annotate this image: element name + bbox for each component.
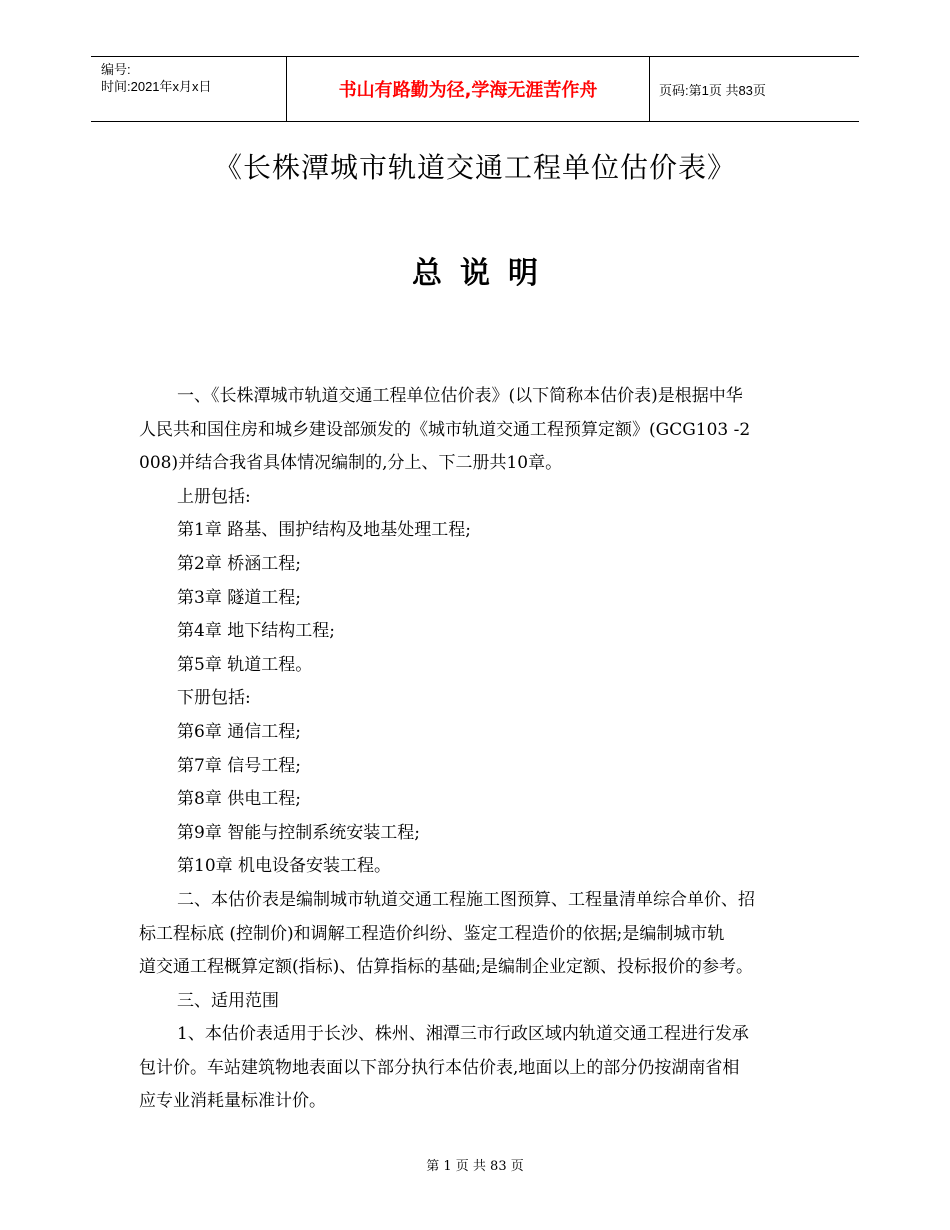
body-line: 1、本估价表适用于长沙、株州、湘潭三市行政区域内轨道交通工程进行发承 — [177, 1024, 749, 1045]
body-line: 道交通工程概算定额(指标)、估算指标的基础;是编制企业定额、投标报价的参考。 — [139, 957, 753, 978]
document-subtitle: 总说明 — [412, 256, 556, 291]
document-number-label: 编号: — [101, 62, 131, 77]
body-line: 包计价。车站建筑物地表面以下部分执行本估价表,地面以上的部分仍按湖南省相 — [139, 1057, 740, 1078]
document-body — [139, 380, 829, 1119]
page-footer: 第 1 页 共 83 页 — [426, 1159, 524, 1174]
body-line: 三、适用范围 — [177, 990, 279, 1011]
document-title: 《长株潭城市轨道交通工程单位估价表》 — [213, 151, 736, 184]
header-motto: 书山有路勤为径,学海无涯苦作舟 — [286, 57, 650, 121]
body-line: 第8章 供电工程; — [177, 789, 301, 810]
header-meta — [91, 57, 286, 121]
body-line: 第1章 路基、围护结构及地基处理工程; — [177, 520, 471, 541]
body-line: 下册包括: — [177, 688, 251, 709]
page-header — [91, 56, 859, 122]
body-line: 一、《长株潭城市轨道交通工程单位估价表》(以下简称本估价表)是根据中华 — [177, 386, 743, 406]
body-line: 第4章 地下结构工程; — [177, 621, 335, 642]
body-line: 第10章 机电设备安装工程。 — [177, 856, 392, 877]
body-line: 第9章 智能与控制系统安装工程; — [177, 822, 420, 843]
document-time-label: 时间:2021年x月x日 — [101, 79, 212, 94]
body-line: 008)并结合我省具体情况编制的,分上、下二册共10章。 — [139, 453, 563, 474]
body-line: 二、本估价表是编制城市轨道交通工程施工图预算、工程量清单综合单价、招 — [177, 889, 755, 910]
header-page-info: 页码:第1页 共83页 — [659, 82, 766, 98]
body-line: 第7章 信号工程; — [177, 755, 301, 776]
body-line: 第3章 隧道工程; — [177, 587, 301, 608]
body-line: 人民共和国住房和城乡建设部颁发的《城市轨道交通工程预算定额》(GCG103 -2 — [139, 419, 751, 440]
body-line: 第2章 桥涵工程; — [177, 553, 301, 574]
body-line: 上册包括: — [177, 486, 251, 507]
body-line: 第6章 通信工程; — [177, 721, 301, 742]
body-line: 第5章 轨道工程。 — [177, 654, 313, 675]
body-line: 标工程标底 (控制价)和调解工程造价纠纷、鉴定工程造价的依据;是编制城市轨 — [139, 923, 725, 944]
body-line: 应专业消耗量标准计价。 — [139, 1091, 326, 1112]
